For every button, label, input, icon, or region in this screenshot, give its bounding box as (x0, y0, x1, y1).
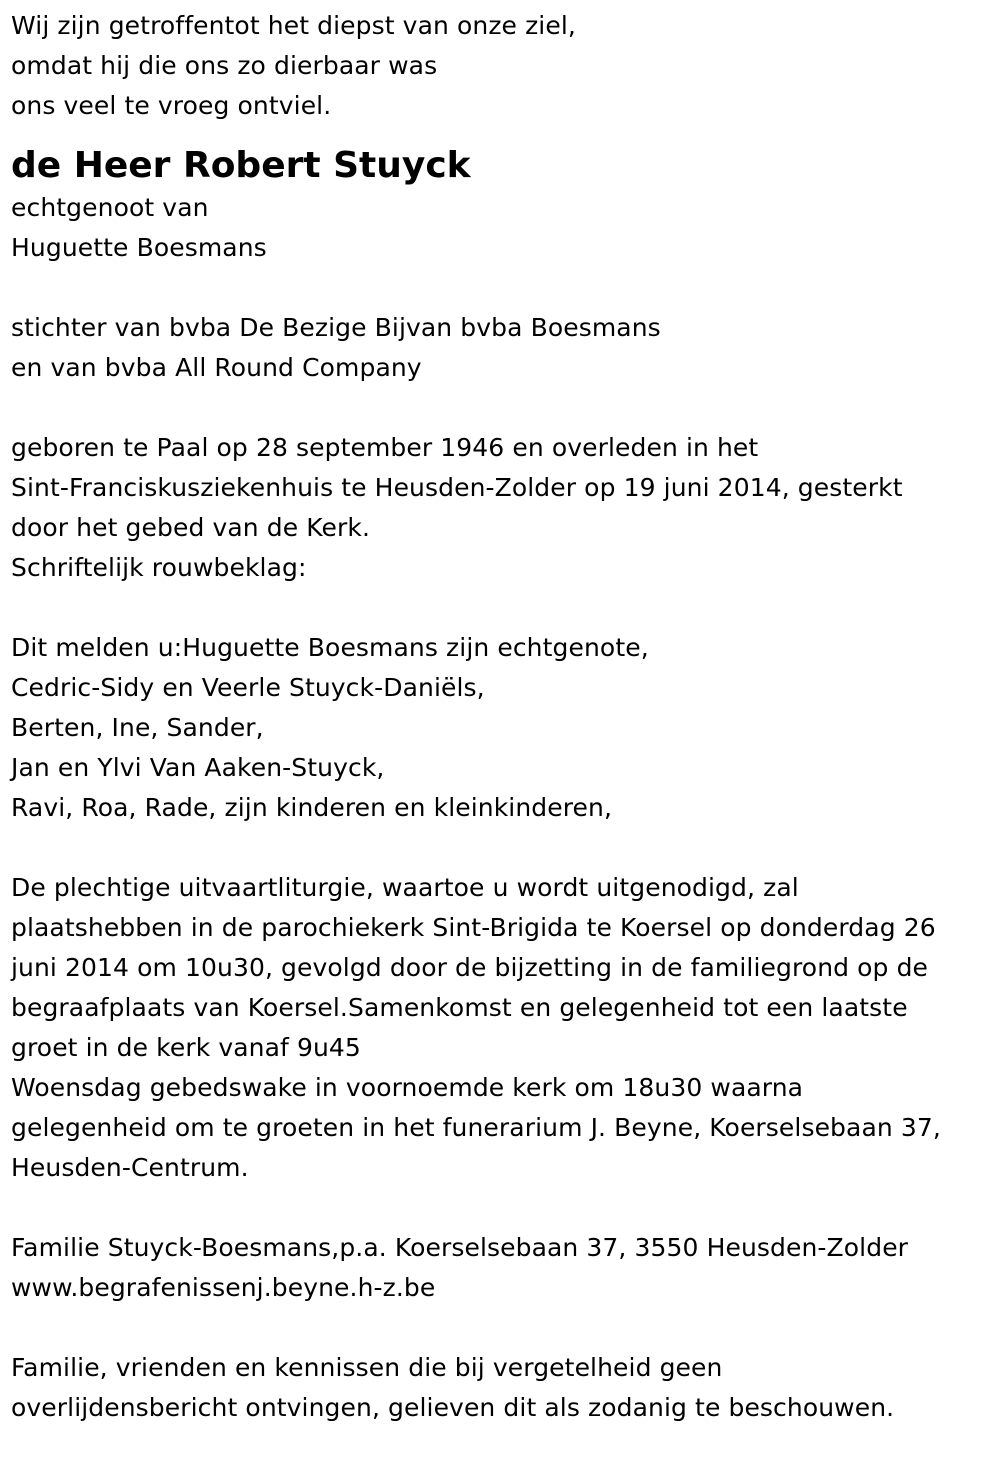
family-line: Dit melden u:Huguette Boesmans zijn echtgenote, (11, 633, 649, 662)
spacer (11, 588, 991, 628)
birth-death-line: Schriftelijk rouwbeklag: (11, 553, 307, 582)
spouse-line: Huguette Boesmans (11, 233, 267, 262)
spacer (11, 388, 991, 428)
ceremony-line: juni 2014 om 10u30, gevolgd door de bijzetting in de familiegrond op de (11, 953, 929, 982)
spacer (11, 828, 991, 868)
ceremony-line: begraafplaats van Koersel.Samenkomst en gelegenheid tot een laatste (11, 993, 908, 1022)
verse-line: ons veel te vroeg ontviel. (11, 91, 332, 120)
spacer (11, 1188, 991, 1228)
ceremony-line: gelegenheid om te groeten in het funerarium J. Beyne, Koerselsebaan 37, (11, 1113, 941, 1142)
family-line: Cedric-Sidy en Veerle Stuyck-Daniëls, (11, 673, 485, 702)
birth-death-line: door het gebed van de Kerk. (11, 513, 371, 542)
family-block (11, 628, 991, 828)
obituary-notice (11, 6, 991, 1428)
spacer (11, 1308, 991, 1348)
closing-line: overlijdensbericht ontvingen, gelieven dit als zodanig te beschouwen. (11, 1393, 895, 1422)
ceremony-block (11, 868, 991, 1188)
verse-line: omdat hij die ons zo dierbaar was (11, 51, 438, 80)
family-line: Ravi, Roa, Rade, zijn kinderen en kleinkinderen, (11, 793, 613, 822)
birth-death-block (11, 428, 991, 588)
birth-death-line: Sint-Franciskusziekenhuis te Heusden-Zolder op 19 juni 2014, gesterkt (11, 473, 903, 502)
founder-block (11, 308, 991, 388)
contact-website: www.begrafenissenj.beyne.h-z.be (11, 1273, 436, 1302)
family-line: Berten, Ine, Sander, (11, 713, 264, 742)
spouse-line: echtgenoot van (11, 193, 209, 222)
deceased-name: de Heer Robert Stuyck (11, 145, 471, 186)
closing-line: Familie, vrienden en kennissen die bij vergetelheid geen (11, 1353, 723, 1382)
ceremony-line: Woensdag gebedswake in voornoemde kerk om 18u30 waarna (11, 1073, 804, 1102)
contact-address: Familie Stuyck-Boesmans,p.a. Koerselsebaan 37, 3550 Heusden-Zolder (11, 1233, 909, 1262)
spouse-block (11, 188, 991, 268)
verse-line: Wij zijn getroffentot het diepst van onze ziel, (11, 11, 576, 40)
spacer (11, 268, 991, 308)
birth-death-line: geboren te Paal op 28 september 1946 en overleden in het (11, 433, 759, 462)
contact-block (11, 1228, 991, 1308)
ceremony-line: Heusden-Centrum. (11, 1153, 249, 1182)
ceremony-line: groet in de kerk vanaf 9u45 (11, 1033, 361, 1062)
ceremony-line: plaatshebben in de parochiekerk Sint-Brigida te Koersel op donderdag 26 (11, 913, 936, 942)
ceremony-line: De plechtige uitvaartliturgie, waartoe u wordt uitgenodigd, zal (11, 873, 799, 902)
founder-line: en van bvba All Round Company (11, 353, 422, 382)
verse (11, 6, 991, 126)
founder-line: stichter van bvba De Bezige Bijvan bvba Boesmans (11, 313, 661, 342)
family-line: Jan en Ylvi Van Aaken-Stuyck, (11, 753, 385, 782)
closing-block (11, 1348, 991, 1428)
